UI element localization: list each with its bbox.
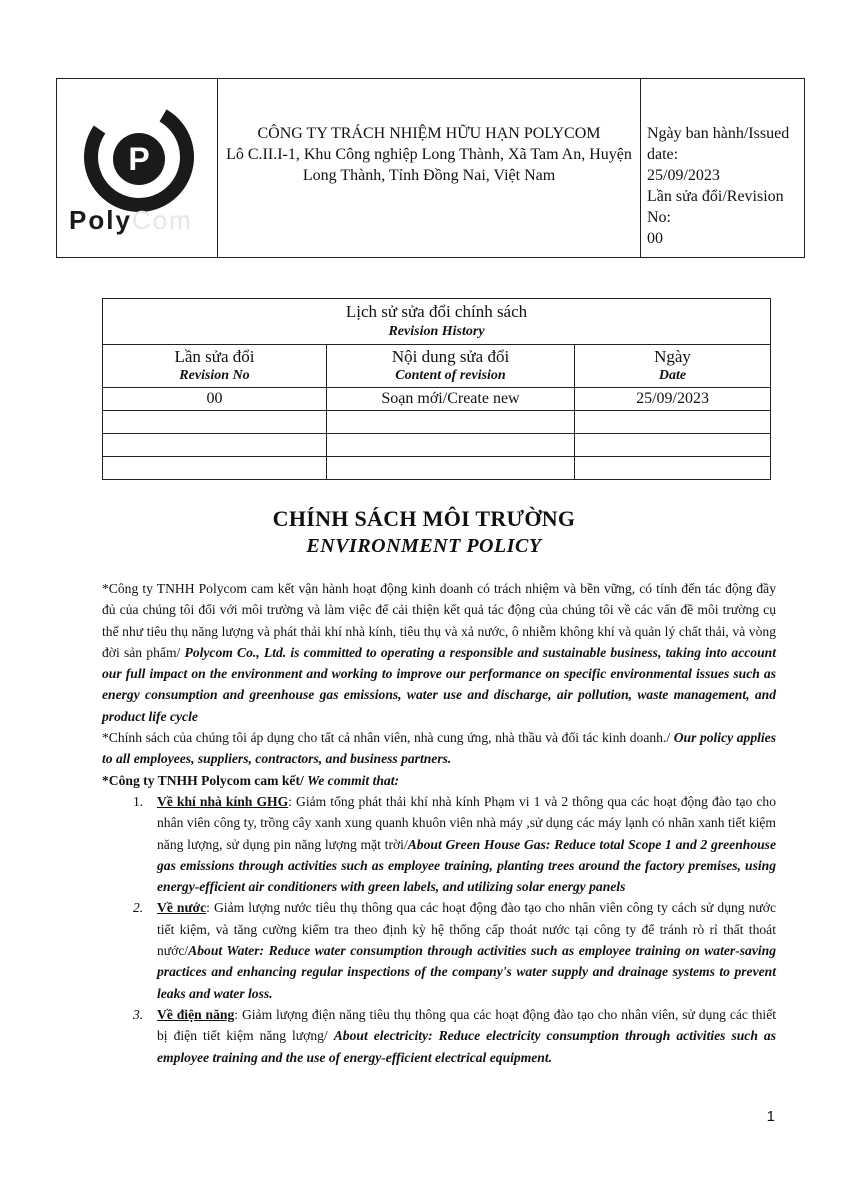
table-row <box>103 411 771 434</box>
table-cell: 00 <box>103 388 327 411</box>
list-item: 2. Về nước: Giảm lượng nước tiêu thụ thông qua các hoạt động đào tạo cho nhân viên công ty cách sử dụng nước tiết kiệm, và tăng cường kiểm tra theo định kỳ hệ thống cấp thoát nước tại công ty để tránh rò rỉ thất thoát nước/About Water: Reduce water consumption through activities such as employee training on water-saving practices and enhancing regular inspections of the company's water supply and drainage systems to prevent leaks and water loss. <box>133 900 777 1001</box>
policy-title-en: ENVIRONMENT POLICY <box>306 535 542 557</box>
company-name: CÔNG TY TRÁCH NHIỆM HỮU HẠN POLYCOM <box>257 125 601 142</box>
column-header: Nội dung sửa đổi Content of revision <box>327 345 575 388</box>
issued-date: 25/09/2023 <box>647 167 720 184</box>
page-number: 1 <box>766 1108 775 1125</box>
issue-info-cell <box>641 79 804 257</box>
table-cell <box>103 411 327 434</box>
list-item: 3. Về điện năng: Giảm lượng điện năng tiêu thụ thông qua các hoạt động đào tạo cho nhân viên, sử dụng các thiết bị điện tiết kiệm năng lượng/ About electricity: Reduce electricity consumption through activities such as employee training and the use of energy-efficient electrical equipment. <box>133 1006 777 1065</box>
revision-title-en: Revision History <box>388 323 485 339</box>
column-header: Lần sửa đổi Revision No <box>103 345 327 388</box>
table-row <box>103 434 771 457</box>
table-cell <box>327 434 575 457</box>
table-cell <box>575 457 771 480</box>
logo-letter: P <box>128 141 150 177</box>
revision-history-table <box>102 298 771 480</box>
column-header: Ngày Date <box>575 345 771 388</box>
table-cell <box>327 411 575 434</box>
table-row <box>103 388 771 411</box>
policy-title-vn: CHÍNH SÁCH MÔI TRƯỜNG <box>272 506 576 531</box>
revision-no: 00 <box>647 230 663 247</box>
revision-title-vn: Lịch sử sửa đổi chính sách <box>345 301 528 321</box>
revision-table-title-row <box>103 299 771 345</box>
table-cell <box>327 457 575 480</box>
logo-text-com: Com <box>131 205 193 235</box>
company-address: Lô C.II.I-1, Khu Công nghiệp Long Thành, Xã Tam An, Huyện Long Thành, Tỉnh Đồng Nai, Việt Nam <box>226 146 632 184</box>
polycom-logo-icon <box>65 95 211 245</box>
document-header <box>56 78 805 258</box>
revision-label: Lần sửa đổi/Revision No: <box>647 188 784 226</box>
policy-body <box>102 578 776 1068</box>
company-info-cell <box>218 79 641 257</box>
list-item: 1. Về khí nhà kính GHG: Giảm tổng phát thải khí nhà kính Phạm vi 1 và 2 thông qua các hoạt động đào tạo cho nhân viên công ty, trồng cây xanh xung quanh khuôn viên nhà máy ,sử dụng các máy lạnh có nhãn xanh tiết kiệm năng lượng, sử dụng pin năng lượng mặt trời/About Green House Gas: Reduce total Scope 1 and 2 greenhouse gas emissions through activities such as employee training, planting trees around the factory premises, using energy-efficient air conditioners with green labels, and utilizing solar energy panels <box>133 793 776 895</box>
svg-text:PolyCom <box>69 205 193 235</box>
table-row <box>103 457 771 480</box>
logo-text-poly: Poly <box>69 205 132 235</box>
table-cell <box>103 457 327 480</box>
table-cell: Soạn mới/Create new <box>327 388 575 411</box>
policy-paragraph-scope: *Công ty TNHH Polycom cam kết vận hành hoạt động kinh doanh có trách nhiệm và bền vững, có tính đến tác động đầy đủ của chúng tôi đối với môi trường và làm việc để cải thiện kết quả tác động của chúng tôi về các vấn đề môi trường cụ thể như tiêu thụ năng lượng và phát thải khí nhà kính, tiêu thụ và xả nước, ô nhiễm không khí và quản lý chất thải, và vòng đời sản phẩm/ Polycom Co., Ltd. is committed to operating a responsible and sustainable business, taking into account our full impact on the environment and working to improve our performance on specific environmental issues such as energy consumption and greenhouse gas emissions, water use and discharge, air pollution, waste management, and product life cycle <box>102 581 776 724</box>
logo-cell <box>57 79 218 257</box>
commitment-list <box>102 791 776 1068</box>
issued-label: Ngày ban hành/Issued date: <box>647 125 790 163</box>
table-cell <box>575 411 771 434</box>
table-cell: 25/09/2023 <box>575 388 771 411</box>
commitment-intro: *Công ty TNHH Polycom cam kết/ We commit that: <box>102 772 400 788</box>
policy-paragraph-applicability: *Chính sách của chúng tôi áp dụng cho tất cả nhân viên, nhà cung ứng, nhà thầu và đối tác kinh doanh./ Our policy applies to all employees, suppliers, contractors, and business partners. <box>102 730 776 767</box>
table-cell <box>575 434 771 457</box>
revision-table-title <box>103 299 771 345</box>
table-cell <box>103 434 327 457</box>
revision-table-header-row <box>103 345 771 388</box>
